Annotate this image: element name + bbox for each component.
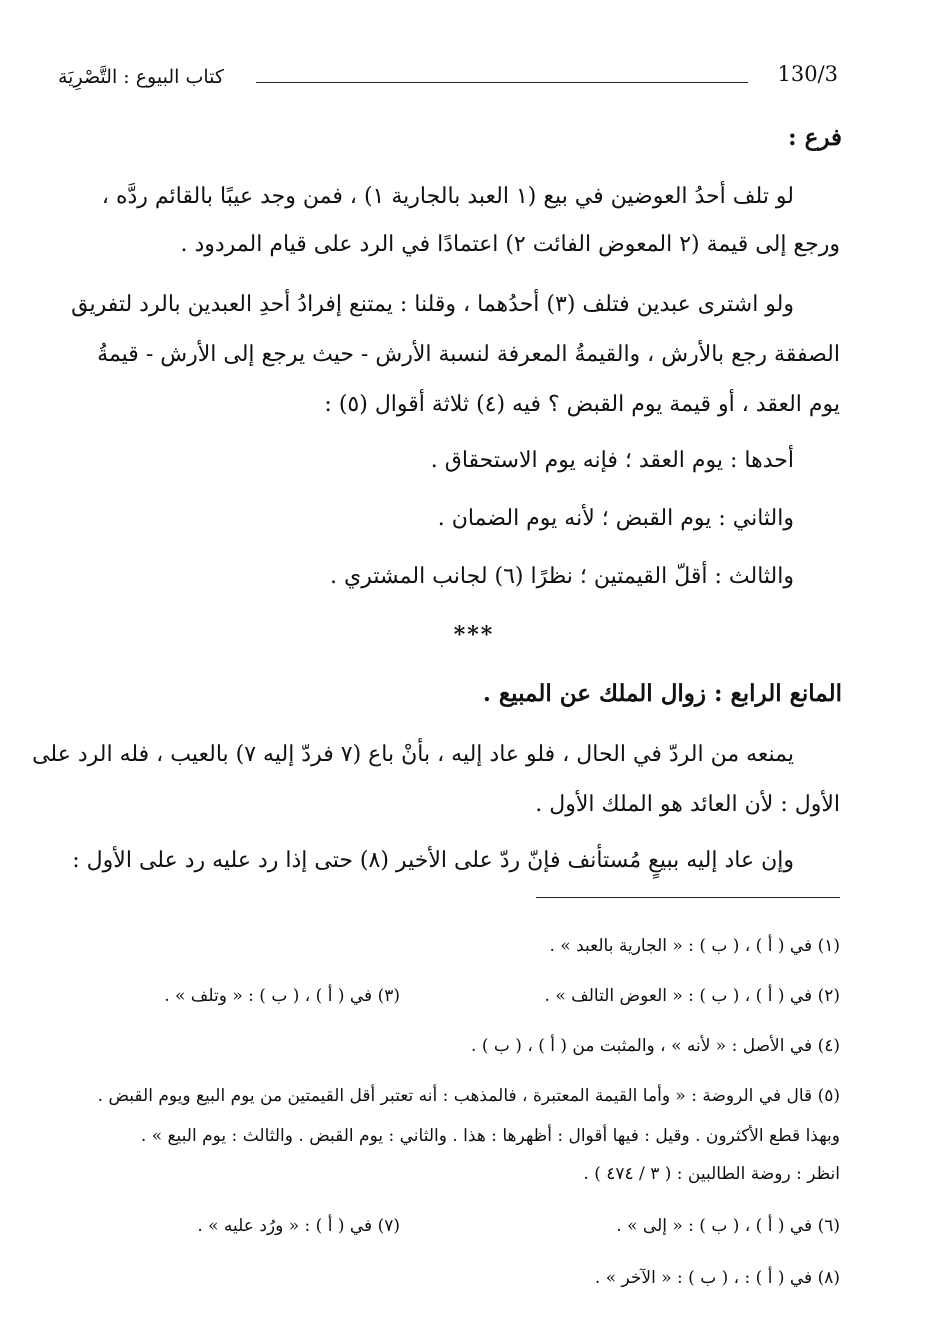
paragraph-1-line-1: لو تلف أحدُ العوضين في بيع (١ العبد بالجارية ١) ، فمن وجد عيبًا بالقائم ردَّه ، (101, 184, 794, 209)
page-number: 130/3 (777, 62, 838, 86)
footnote-1: (١) في ( أ ) ، ( ب ) : « الجارية بالعبد » . (549, 936, 840, 956)
footnote-2: (٢) في ( أ ) ، ( ب ) : « العوض التالف » . (544, 986, 840, 1006)
footnote-4: (٤) في الأصل : « لأنه » ، والمثبت من ( أ ) ، ( ب ) . (471, 1036, 840, 1056)
book-title: كتاب البيوع : التَّصْرِيَة (58, 66, 224, 88)
option-2: والثاني : يوم القبض ؛ لأنه يوم الضمان . (437, 506, 794, 531)
footnote-5-line-2: وبهذا قطع الأكثرون . وقيل : فيها أقوال : أظهرها : هذا . والثاني : يوم القبض . والثالث : يوم البيع » . (140, 1126, 840, 1146)
paragraph-3-line-1: يمنعه من الردّ في الحال ، فلو عاد إليه ، بأنْ باع (٧ فردّ إليه ٧) بالعيب ، فله الرد على (32, 742, 794, 767)
footnote-7: (٧) في ( أ ) : « ورُد عليه » . (197, 1216, 400, 1236)
paragraph-1-line-2: ورجع إلى قيمة (٢ المعوض الفائت ٢) اعتمادًا في الرد على قيام المردود . (180, 232, 840, 257)
footnote-6: (٦) في ( أ ) ، ( ب ) : « إلى » . (616, 1216, 840, 1236)
section-heading-far: فرع : (788, 124, 842, 151)
footnote-8: (٨) في ( أ ) : ، ( ب ) : « الآخر » . (594, 1268, 840, 1288)
section-separator: *** (453, 622, 495, 648)
section-heading-mani: المانع الرابع : زوال الملك عن المبيع . (482, 680, 842, 707)
footnote-rule (536, 897, 840, 898)
option-3: والثالث : أقلّ القيمتين ؛ نظرًا (٦) لجانب المشتري . (330, 564, 794, 589)
paragraph-2-line-3: يوم العقد ، أو قيمة يوم القبض ؟ فيه (٤) ثلاثة أقوال (٥) : (324, 392, 840, 417)
running-header (58, 60, 838, 94)
footnote-3: (٣) في ( أ ) ، ( ب ) : « وتلف » . (164, 986, 400, 1006)
header-rule (256, 82, 748, 83)
paragraph-2-line-2: الصفقة رجع بالأرش ، والقيمةُ المعرفة لنسبة الأرش - حيث يرجع إلى الأرش - قيمةُ (97, 342, 840, 367)
footnote-5-line-1: (٥) قال في الروضة : « وأما القيمة المعتبرة ، فالمذهب : أنه تعتبر أقل القيمتين من يوم البيع ويوم القبض . (97, 1086, 840, 1106)
paragraph-2-line-1: ولو اشترى عبدين فتلف (٣) أحدُهما ، وقلنا : يمتنع إفرادُ أحدِ العبدين بالرد لتفريق (71, 292, 794, 317)
paragraph-4-line-1: وإن عاد إليه ببيعٍ مُستأنف فإنّ ردّ على الأخير (٨) حتى إذا رد عليه رد على الأول : (72, 848, 794, 873)
option-1: أحدها : يوم العقد ؛ فإنه يوم الاستحقاق . (430, 448, 794, 473)
paragraph-3-line-2: الأول : لأن العائد هو الملك الأول . (535, 792, 840, 817)
footnote-5-line-3: انظر : روضة الطالبين : ( ٣ / ٤٧٤ ) . (583, 1164, 840, 1184)
